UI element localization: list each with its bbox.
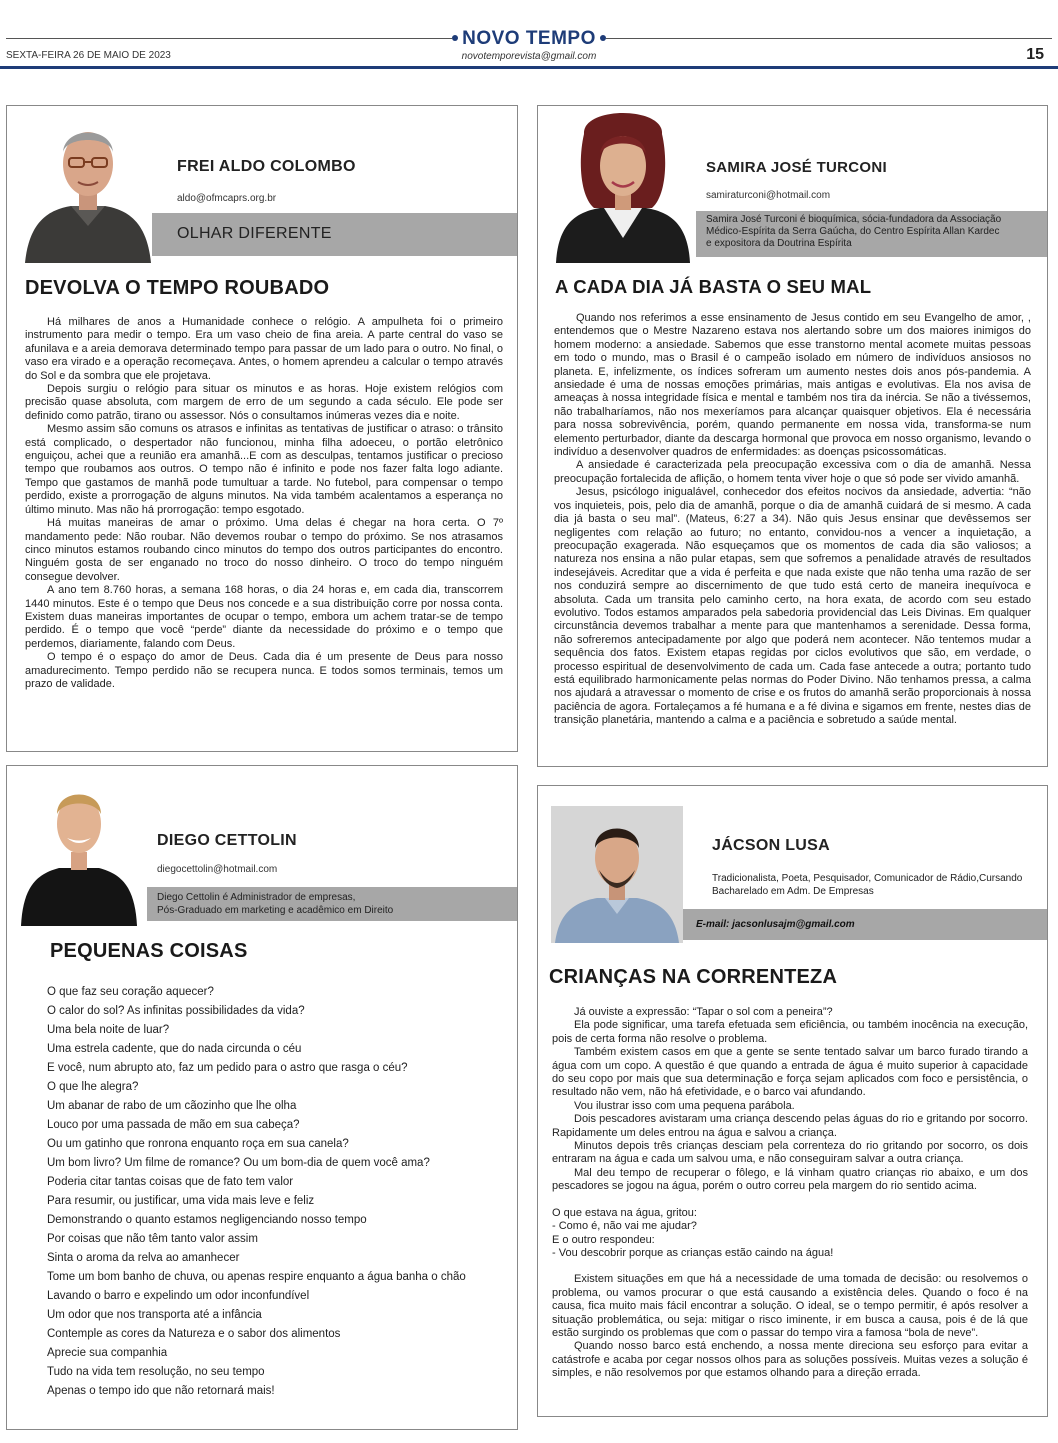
poem-line: Um abanar de rabo de um cãozinho que lhe olha xyxy=(47,1100,297,1112)
author-name: DIEGO CETTOLIN xyxy=(157,832,297,849)
poem-line: Tudo na vida tem resolução, no seu tempo xyxy=(47,1366,265,1378)
poem-line: Para resumir, ou justificar, uma vida mais leve e feliz xyxy=(47,1195,315,1207)
paragraph: Jesus, psicólogo inigualável, conhecedor dos efeitos nocivos da ansiedade, advertia: “não vos inquieteis, pois, pelo dia de amanhã, porque o dia de amanhã cuidará de si mesmo. A cada dia já basta o seu mal”. (Mateus, 6:27 a 34). Não quis Jesus ensinar que devêssemos ser negligentes com relação ao futuro; no entanto, convidou-nos a vencer a inquietação, a preocupação exagerada. Não esqueçamos que os momentos de cada dia são valiosos; a natureza nos ensina a não pular etapas, sem que sofremos a penalidade através de resultados indesejáveis. Acreditar que a vida é perfeita e que nada existe que não tenha uma razão de ser nos conduzirá sempre ao discernimento de que tudo está certo de maneira inequívoca e absoluta. Cada um transita pelo caminho certo, na hora exata, de acordo com seu estado evolutivo. Todos estamos amparados pela sabedoria providencial das Leis Divinas. Em qualquer circunstância devemos trabalhar a mente para que mantenhamos a serenidade. Dessa forma, não sofreremos antecipadamente por algo que poderá nem acontecer. Não tentemos mudar a sequência dos fatos. Existem etapas regidas por ciclos evolutivos que são, em verdade, o processo espiritual de desenvolvimento de cada um. Cada fase antecede a outra; portanto tudo está equilibrado harmonicamente pelas normas do Poder Divino. Não tenhamos pressa, a calma nos ajudará a atravessar o momento de crise e os frutos do amanhã serão proporcionais à nossa paciência de agora. Fortaleçamos a fé humana e a fé divina e sigamos em frente, nestes dias de transição planetária, mantendo a calma e a paciência e sobretudo a saúde mental. xyxy=(554,486,1031,727)
poem-line: E você, num abrupto ato, faz um pedido para o astro que rasga o céu? xyxy=(47,1062,408,1074)
paragraph: Já ouviste a expressão: “Tapar o sol com a peneira”? xyxy=(574,1006,833,1018)
paragraph: Existem situações em que há a necessidade de uma tomada de decisão: ou resolvemos o problema, ou vamos procurar o que está causando a existência deles. Quando o foco é na causa, fica muito mais fácil encontrar a solução. O ideal, se o tempo permitir, é após resolver a situação problemática, ou seja: mitigar o risco iminente, ir em busca a causa, pois é de lá que estão surgindo os problemas que com o passar do tempo vira a famosa “bola de neve”. xyxy=(552,1273,1028,1339)
article-body xyxy=(25,316,503,691)
poem-line: Poderia citar tantas coisas que de fato tem valor xyxy=(47,1176,294,1188)
poem-line: Demonstrando o quanto estamos negligenciando nosso tempo xyxy=(47,1214,367,1226)
author-photo-samira xyxy=(554,108,692,263)
paragraph: Dois pescadores avistaram uma criança descendo pelas águas do rio e gritando por socorro. Rapidamente um deles entrou na água e salvou a criança. xyxy=(552,1113,1028,1139)
bio-band xyxy=(147,887,518,921)
paragraph: Também existem casos em que a gente se sente tentado salvar um barco furado tirando a água com um copo. A questão é que quando a entrada de água é muito superior à capacidade do seu copo por mais que sua determinação e força sejam aplicados com foco e persistência, o resultado não vem, não há efetividade, e o barco vai afundando. xyxy=(552,1046,1028,1099)
author-photo-aldo xyxy=(23,108,153,263)
poem-line: Contemple as cores da Natureza e o sabor dos alimentos xyxy=(47,1328,341,1340)
author-photo-jacson xyxy=(551,806,683,943)
paragraph: O tempo é o espaço do amor de Deus. Cada dia é um presente de Deus para nosso amadurecimento. Tempo perdido não se recupera nunca. E todos somos terminais, temos um prazo de validade. xyxy=(25,651,503,690)
paragraph: Há muitas maneiras de amar o próximo. Uma delas é chegar na hora certa. O 7º mandamento pede: Não roubar. Não devemos roubar o tempo do próximo. Se nos atrasamos cinco minutos estamos roubando cinco minutos do tempo dos outros participantes do encontro. Ninguém gosta de ser enganado no troco do nosso dinheiro. O troco do tempo ninguém consegue devolver. xyxy=(25,517,503,583)
dialog-line: O que estava na água, gritou: xyxy=(552,1206,697,1219)
article-devolva-o-tempo xyxy=(6,105,518,752)
poem-line: Um bom livro? Um filme de romance? Ou um bom-dia de quem você ama? xyxy=(47,1157,430,1169)
masthead-email[interactable]: novotemporevista@gmail.com xyxy=(461,51,597,62)
email-band xyxy=(683,909,1048,940)
column-name: OLHAR DIFERENTE xyxy=(177,225,332,242)
article-a-cada-dia xyxy=(537,105,1048,767)
paragraph: Vou ilustrar isso com uma pequena parábola. xyxy=(574,1099,795,1112)
author-email[interactable]: E-mail: jacsonlusajm@gmail.com xyxy=(696,919,855,930)
paragraph: Ela pode significar, uma tarefa efetuada sem eficiência, ou também inocência na execução, pois de certa forma não resolve o problema. xyxy=(552,1019,1028,1045)
poem-line: Apenas o tempo ido que não retornará mais! xyxy=(47,1385,275,1397)
poem-lines xyxy=(47,983,517,1401)
poem-line: O que lhe alegra? xyxy=(47,1081,139,1093)
dialog-line: - Vou descobrir porque as crianças estão caindo na água! xyxy=(552,1246,834,1259)
article-pequenas-coisas xyxy=(6,765,518,1430)
author-email[interactable]: samiraturconi@hotmail.com xyxy=(706,190,831,201)
poem-line: Aprecie sua companhia xyxy=(47,1347,168,1359)
dialog-line: - Como é, não vai me ajudar? xyxy=(552,1220,697,1233)
poem-line: Por coisas que não têm tanto valor assim xyxy=(47,1233,258,1245)
article-body xyxy=(554,312,1031,728)
portrait-jacson-icon xyxy=(551,806,683,943)
article-criancas-na-correnteza xyxy=(537,785,1048,1417)
article-title: A CADA DIA JÁ BASTA O SEU MAL xyxy=(555,276,872,297)
poem-line: Louco por uma passada de mão em sua cabeça? xyxy=(47,1119,300,1131)
paragraph: Mal deu tempo de recuperar o fôlego, e lá vinham quatro crianças rio abaixo, e um dos pescadores se jogou na água, porém o outro correu pela margem do rio sentido acima. xyxy=(552,1166,1028,1193)
paragraph: Quando nosso barco está enchendo, a nossa mente direciona seu esforço para evitar a catástrofe e acaba por cegar nossos olhos para as soluções possíveis. Muitas vezes a solução é simples, e não resolvemos por que estamos olhando para a direção errada. xyxy=(552,1340,1028,1380)
article-title: CRIANÇAS NA CORRENTEZA xyxy=(549,966,838,988)
poem-line: Ou um gatinho que ronrona enquanto roça em sua canela? xyxy=(47,1138,349,1150)
article-title: PEQUENAS COISAS xyxy=(50,940,248,962)
author-email[interactable]: diegocettolin@hotmail.com xyxy=(157,864,278,875)
author-bio-line: Tradicionalista, Poeta, Pesquisador, Comunicador de Rádio,Cursando xyxy=(712,873,1023,884)
page-number: 15 xyxy=(1026,46,1044,63)
poem-line: Sinta o aroma da relva ao amanhecer xyxy=(47,1252,240,1264)
poem-line: O que faz seu coração aquecer? xyxy=(47,986,214,998)
paragraph: A ansiedade é caracterizada pela preocupação excessiva com o dia de amanhã. Nessa preocupação fortalecida de aflição, o homem tenta viver hoje o que só pode ser vivido amanhã. xyxy=(554,459,1031,485)
poem-line: Uma estrela cadente, que do nada circunda o céu xyxy=(47,1043,302,1055)
paragraph: Quando nos referimos a esse ensinamento de Jesus contido em seu Evangelho de amor, , entendemos que o Mestre Nazareno estava nos alertando sobre um dos maiores inimigos do homem moderno: a ansiedade. Sabemos que esse transtorno mental acomete muitas pessoas em todo o mundo, mas o Brasil é o campeão isolado em número de indivíduos ansiosos no planeta. E, infelizmente, os índices sofreram um aumento nestes dois anos pós-pandemia. A ansiedade é uma de nossas emoções primárias, mais antigas e evolutivas. Ela nos avisa de ameaças à nossa integridade física e mental e também nos tira da inércia. Se não a tivéssemos, não trabalharíamos, não nos mexeríamos para alcançar quaisquer objetivos. Ela é necessária para nossa sobrevivência, porém, quando permanente em nossa vida, transforma-se num elemento perturbador, diante da descarga hormonal que provoca em nosso organismo, levando o indivíduo a desenvolver quadros de enfermidades: as doenças psicossomáticas. xyxy=(554,312,1031,459)
portrait-diego-icon xyxy=(21,770,137,926)
paragraph: A ano tem 8.760 horas, a semana 168 horas, o dia 24 horas e, em cada dia, transcorrem 1440 minutos. Este é o tempo que Deus nos concede e a sua distribuição corre por nossa conta. Existem duas maneiras importantes de ocupar o tempo, embora um achem tratar-se de tempo perdido. É o tempo que você “perde” diante da necessidade do próximo e o tempo que perdemos, diariamente, falando com Deus. xyxy=(25,584,503,650)
author-bio-line: Pós-Graduado em marketing e acadêmico em Direito xyxy=(157,905,394,916)
dialog-line: E o outro respondeu: xyxy=(552,1233,655,1246)
article-title: DEVOLVA O TEMPO ROUBADO xyxy=(25,277,330,299)
author-photo-diego xyxy=(21,770,137,926)
author-name: FREI ALDO COLOMBO xyxy=(177,158,356,175)
author-bio: Samira José Turconi é bioquímica, sócia-fundadora da Associação Médico-Espírita da Serra Gaúcha, do Centro Espírita Allan Kardec e expositora da Doutrina Espírita xyxy=(706,214,1002,249)
paragraph: Mesmo assim são comuns os atrasos e infinitas as tentativas de justificar o atraso: o trânsito está complicado, o despertador não funcionou, minha filha adoeceu, o portão eletrônico enguiçou, achei que a reunião era amanhã...E com as desculpas, tentamos justificar o precioso tempo que roubamos aos outros. O tempo não é infinito e pode nos fazer falta logo adiante. Tempo que gastamos de manhã pode tumultuar a tarde. No futebol, para compensar o tempo perdido, existe a prorrogação de alguns minutos. Na vida também acalentamos a esperança no último minuto. Mas não há prorrogação: tempo esgotado. xyxy=(25,423,503,516)
poem-line: Uma bela noite de luar? xyxy=(47,1024,170,1036)
issue-date: SEXTA-FEIRA 26 DE MAIO DE 2023 xyxy=(6,50,171,61)
portrait-aldo-icon xyxy=(23,108,153,263)
spacer xyxy=(552,1260,1028,1273)
header-band xyxy=(0,66,1058,69)
bio-band xyxy=(696,211,1048,257)
column-band xyxy=(152,213,518,256)
author-bio-line: Bacharelado em Adm. De Empresas xyxy=(712,886,874,897)
paragraph: Há milhares de anos a Humanidade conhece o relógio. A ampulheta foi o primeiro instrumento para medir o tempo. Era um vaso cheio de fina areia. A parte central do vaso se afunilava e a areia demorava determinado tempo para passar de um lado para o outro. No final, o vaso era virado e a operação recomeçava. Antes, o homem aprendeu a calcular o tempo através do Sol e da sombra que ele projetava. xyxy=(25,316,503,382)
author-email[interactable]: aldo@ofmcaprs.org.br xyxy=(177,193,277,204)
poem-line: Lavando o barro e expelindo um odor inconfundível xyxy=(47,1290,310,1302)
poem-line: Tome um bom banho de chuva, ou apenas respire enquanto a água banha o chão xyxy=(47,1271,466,1283)
spacer xyxy=(552,1194,1028,1207)
article-body xyxy=(552,1006,1028,1381)
paragraph: Depois surgiu o relógio para situar os minutos e as horas. Hoje existem relógios com precisão quase absoluta, com margem de erro de um segundo a cada século. Ele pode ser definido como patrão, tirano ou assessor. Nós o consultamos inúmeras vezes dia e noite. xyxy=(25,383,503,422)
portrait-samira-icon xyxy=(554,108,692,263)
poem-line: O calor do sol? As infinitas possibilidades da vida? xyxy=(47,1005,305,1017)
masthead-title: NOVO TEMPO xyxy=(462,28,596,49)
author-name: JÁCSON LUSA xyxy=(712,837,830,854)
paragraph: Minutos depois três crianças desciam pela correnteza do rio gritando por socorro, os dois entraram na água e cada um salvou uma, e não conseguiram salvar a outra criança. xyxy=(552,1140,1028,1166)
author-bio-line: Diego Cettolin é Administrador de empresas, xyxy=(157,892,356,903)
poem-line: Um odor que nos transporta até a infância xyxy=(47,1309,262,1321)
author-name: SAMIRA JOSÉ TURCONI xyxy=(706,159,887,176)
